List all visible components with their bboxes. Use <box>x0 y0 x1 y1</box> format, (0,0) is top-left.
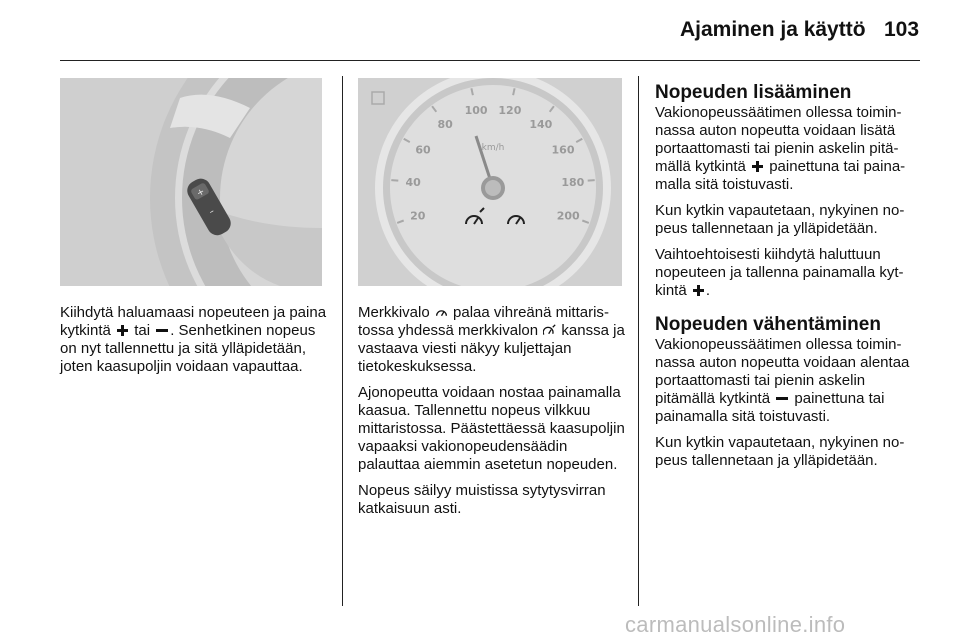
text-run: kanssa ja vastaava viesti näkyy kuljettajan tietokeskuksessa. <box>358 322 625 375</box>
text-run: painettuna tai painamalla sitä toistuvasti. <box>655 158 906 193</box>
section-heading-decrease: Nopeuden vähentäminen <box>655 314 881 335</box>
text-run: Vaihtoehtoisesti kiihdytä haluttuun nopeuteen ja tallenna painamalla kytkintä <box>655 246 904 299</box>
text-run: Merkkivalo <box>358 304 434 321</box>
speedometer-gauge <box>358 78 622 286</box>
text-run: painettuna tai painamalla sitä toistuvasti. <box>655 390 885 425</box>
text-run: palaa vihreänä mittaristossa yhdessä merkkivalon <box>358 304 609 339</box>
gauge-tick-label: 100 <box>464 103 488 117</box>
text-run: . Senhetkinen nopeus on nyt tallennettu ja sitä ylläpidetään, joten kaasupoljin voidaan vapauttaa. <box>60 322 316 375</box>
text-run: . <box>705 282 711 299</box>
section-heading-increase: Nopeuden lisääminen <box>655 82 852 103</box>
release-paragraph: Kun kytkin vapautetaan, nykyinen nopeus tallennetaan ja ylläpidetään. <box>655 202 905 237</box>
cruise-control-icon <box>435 306 448 319</box>
text-run: Vakionopeussäätimen ollessa toiminnassa auton nopeutta voidaan lisätä portaattomasti tai pienin askelin pitämällä kytkintä <box>655 104 902 175</box>
column-divider-1 <box>342 76 343 606</box>
decrease-paragraph <box>655 336 925 426</box>
gauge-tick-label: 160 <box>551 143 575 157</box>
gauge-tick-label: 80 <box>437 117 453 131</box>
gauge-tick-mark <box>588 180 595 181</box>
gauge-tick-label: 140 <box>529 117 553 131</box>
gauge-unit-label: km/h <box>481 143 505 153</box>
speedometer-figure <box>358 78 622 286</box>
gauge-tick-label: 40 <box>405 175 421 189</box>
gauge-tick-label: 120 <box>498 103 522 117</box>
alternative-paragraph <box>655 246 925 300</box>
gauge-tick-label: 180 <box>561 175 585 189</box>
gauge-tick-mark <box>391 180 398 181</box>
column-1 <box>60 304 328 384</box>
accelerate-paragraph: Ajonopeutta voidaan nostaa painamalla kaasua. Tallennettu nopeus vilkkuu mittaristossa. Päästettäessä kaasupoljin vapaaksi vakionopeudensäädin palauttaa aiemmin asetetun nopeuden. <box>358 384 625 473</box>
instruction-paragraph <box>60 304 328 376</box>
svg-text:–: – <box>207 206 217 218</box>
increase-paragraph <box>655 104 925 194</box>
gauge-tick-label: 20 <box>410 209 426 223</box>
watermark: carmanualsonline.info <box>625 612 846 637</box>
plus-icon <box>693 285 704 296</box>
column-divider-2 <box>638 76 639 606</box>
memory-paragraph: Nopeus säilyy muistissa sytytysvirran katkaisuun asti. <box>358 482 606 517</box>
chapter-title: Ajaminen ja käyttö <box>680 18 866 41</box>
column-3 <box>655 82 925 478</box>
text-run: Vakionopeussäätimen ollessa toiminnassa auton nopeutta voidaan alentaa portaattomasti tai pienin askelin pitämällä kytkintä <box>655 336 910 407</box>
steering-wheel-figure <box>60 78 322 286</box>
header-divider <box>60 60 920 61</box>
text-run: Kiihdytä haluamaasi nopeuteen ja paina kytkintä <box>60 304 327 339</box>
cruise-control-set-icon <box>543 324 556 337</box>
indicator-paragraph <box>358 304 626 376</box>
gauge-tick-label: 200 <box>556 209 580 223</box>
release-paragraph-2: Kun kytkin vapautetaan, nykyinen nopeus tallennetaan ja ylläpidetään. <box>655 434 905 469</box>
plus-icon <box>117 325 128 336</box>
minus-icon <box>156 329 168 332</box>
plus-icon <box>752 161 763 172</box>
svg-text:+: + <box>195 186 207 200</box>
page-number: 103 <box>884 18 920 41</box>
text-run: tai <box>130 322 155 339</box>
minus-icon <box>776 397 788 400</box>
column-2 <box>358 304 626 526</box>
gauge-tick-label: 60 <box>415 143 431 157</box>
